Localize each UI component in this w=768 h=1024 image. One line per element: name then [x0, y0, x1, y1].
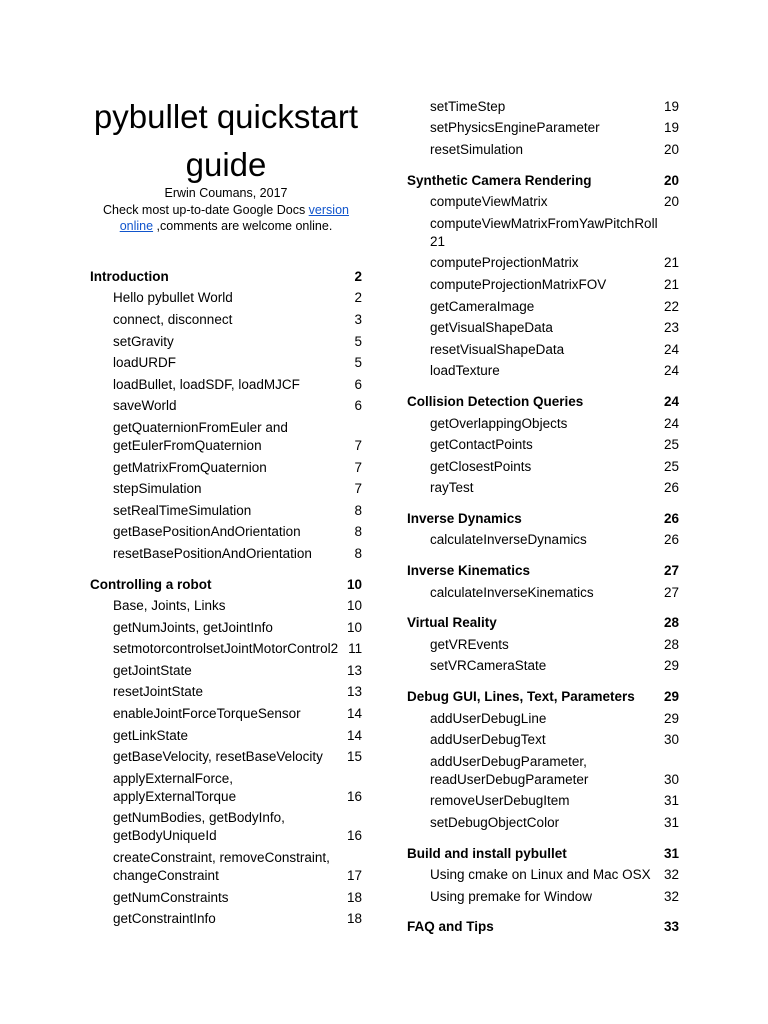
check-online-note: [90, 202, 362, 219]
toc-entry[interactable]: [90, 660, 362, 682]
toc-page-number: 16: [346, 788, 362, 804]
check-prefix: Check most up-to-date Google Docs: [103, 202, 309, 217]
toc-entry-title: stepSimulation: [113, 481, 202, 497]
toc-section-title: Inverse Dynamics: [407, 510, 522, 526]
toc-entry[interactable]: [407, 339, 679, 361]
toc-entry-title: resetBasePositionAndOrientation: [113, 545, 312, 561]
toc-entry-title: computeProjectionMatrix: [430, 255, 579, 271]
toc-entry-title: computeViewMatrixFromYawPitchRoll: [430, 215, 658, 231]
toc-entry-title: computeViewMatrix: [430, 194, 548, 210]
version-online-link[interactable]: version: [308, 202, 349, 217]
toc-entry[interactable]: [407, 456, 679, 478]
toc-page-number: 8: [354, 502, 362, 518]
toc-entry[interactable]: [407, 812, 679, 834]
toc-entry[interactable]: [407, 274, 679, 296]
toc-section-heading[interactable]: [407, 560, 679, 582]
toc-page-number: 29: [663, 658, 679, 674]
toc-entry[interactable]: [90, 352, 362, 374]
toc-entry-title: getContactPoints: [430, 437, 533, 453]
toc-entry-title: addUserDebugLine: [430, 710, 547, 726]
toc-entry-title: Using premake for Window: [430, 888, 593, 904]
toc-entry-title: getOverlappingObjects: [430, 415, 568, 431]
toc-entry[interactable]: [407, 434, 679, 456]
toc-page-number: 13: [346, 662, 362, 678]
toc-section-heading[interactable]: [407, 612, 679, 634]
toc-section-heading[interactable]: [407, 843, 679, 865]
toc-page-number: 28: [663, 636, 679, 652]
toc-page-number: 27: [663, 584, 679, 600]
toc-section-title: Introduction: [90, 268, 169, 284]
toc-page-number: 31: [663, 793, 679, 809]
toc-entry-title: getMatrixFromQuaternion: [113, 459, 267, 475]
toc-entry[interactable]: [90, 457, 362, 479]
toc-entry[interactable]: [407, 296, 679, 318]
toc-section-title: Synthetic Camera Rendering: [407, 172, 592, 188]
toc-page-number: 6: [354, 398, 362, 414]
toc-entry-title: getNumJoints, getJointInfo: [113, 619, 273, 635]
toc-page-number: 16: [346, 828, 362, 844]
toc-section-heading[interactable]: [407, 170, 679, 192]
toc-page-number: 2: [354, 268, 362, 284]
toc-entry[interactable]: [90, 703, 362, 725]
toc-page-number: 30: [663, 732, 679, 748]
toc-page-number: 20: [663, 194, 679, 210]
toc-entry-title: getBaseVelocity, resetBaseVelocity: [113, 749, 323, 765]
toc-section-title: Controlling a robot: [90, 576, 212, 592]
toc-page-number: 26: [663, 510, 679, 526]
toc-section-heading[interactable]: [90, 574, 362, 596]
toc-entry-title: Using cmake on Linux and Mac OSX: [430, 867, 651, 883]
toc-entry-title: setPhysicsEngineParameter: [430, 120, 600, 136]
toc-page-number: 26: [663, 480, 679, 496]
toc-page-number: 3: [354, 311, 362, 327]
toc-page-number: 8: [354, 545, 362, 561]
toc-section-heading[interactable]: [407, 917, 679, 939]
toc-entry-title: resetJointState: [113, 684, 204, 700]
toc-entry[interactable]: [407, 361, 679, 383]
toc-entry[interactable]: [90, 331, 362, 353]
toc-page-number: 5: [354, 333, 362, 349]
toc-page-number: 29: [663, 710, 679, 726]
toc-entry-title: setTimeStep: [430, 98, 506, 114]
toc-page-number: 21: [663, 255, 679, 271]
toc-page-number: 31: [663, 815, 679, 831]
toc-page-number: 28: [663, 615, 679, 631]
toc-entry-title: getClosestPoints: [430, 458, 532, 474]
toc-entry[interactable]: [407, 530, 679, 552]
toc-section-heading[interactable]: [407, 508, 679, 530]
toc-entry-title: getJointState: [113, 662, 192, 678]
toc-entry[interactable]: [407, 478, 679, 500]
toc-entry-title: rayTest: [430, 480, 474, 496]
toc-entry-title: enableJointForceTorqueSensor: [113, 706, 301, 722]
toc-entry-title: loadBullet, loadSDF, loadMJCF: [113, 376, 300, 392]
toc-entry[interactable]: [90, 522, 362, 544]
toc-entry-title: calculateInverseDynamics: [430, 532, 587, 548]
toc-entry[interactable]: [90, 908, 362, 930]
toc-entry[interactable]: [90, 746, 362, 768]
toc-entry[interactable]: [90, 309, 362, 331]
toc-entry[interactable]: [90, 639, 362, 661]
toc-page-number: 10: [346, 598, 362, 614]
toc-entry[interactable]: [407, 708, 679, 730]
toc-entry[interactable]: [90, 725, 362, 747]
toc-right-column: [407, 96, 679, 938]
toc-entry[interactable]: [90, 887, 362, 909]
toc-entry-title: createConstraint, removeConstraint, changeConstraint: [113, 850, 330, 884]
toc-page-number: 10: [346, 619, 362, 635]
check-suffix: ,comments are welcome online.: [153, 219, 333, 233]
toc-entry[interactable]: [90, 617, 362, 639]
author-line: Erwin Coumans, 2017: [164, 186, 288, 200]
toc-page-number: 15: [346, 749, 362, 765]
toc-entry-title: getQuaternionFromEuler and getEulerFromQuaternion: [113, 419, 288, 453]
toc-entry-title: setGravity: [113, 333, 174, 349]
toc-page-number: 29: [663, 689, 679, 705]
toc-page-number: 24: [663, 393, 679, 409]
toc-page-number: 18: [346, 889, 362, 905]
toc-entry-title: resetVisualShapeData: [430, 341, 565, 357]
toc-page-number: 31: [663, 845, 679, 861]
toc-entry[interactable]: [407, 582, 679, 604]
toc-entry-title: loadURDF: [113, 355, 177, 371]
toc-entry[interactable]: [90, 396, 362, 418]
toc-entry-title: setRealTimeSimulation: [113, 502, 252, 518]
toc-page-number: 14: [346, 727, 362, 743]
toc-section-title: Debug GUI, Lines, Text, Parameters: [407, 689, 635, 705]
toc-entry[interactable]: [407, 656, 679, 678]
toc-entry[interactable]: [90, 500, 362, 522]
toc-section-title: Build and install pybullet: [407, 845, 567, 861]
toc-page-number: 27: [663, 563, 679, 579]
toc-page-number: 24: [663, 415, 679, 431]
toc-entry-title: resetSimulation: [430, 141, 524, 157]
byline: [90, 185, 362, 235]
toc-entry[interactable]: [90, 478, 362, 500]
toc-entry-title: saveWorld: [113, 398, 177, 414]
toc-entry-title: getNumBodies, getBodyInfo, getBodyUniqueId: [113, 810, 285, 844]
toc-entry[interactable]: [90, 808, 362, 848]
toc-entry-title: addUserDebugText: [430, 732, 546, 748]
toc-entry-title: getBasePositionAndOrientation: [113, 524, 301, 540]
toc-left-column: [90, 266, 362, 930]
toc-entry[interactable]: [407, 413, 679, 435]
toc-page-number: 2: [354, 290, 362, 306]
toc-entry[interactable]: [90, 682, 362, 704]
toc-entry-title: applyExternalForce, applyExternalTorque: [113, 770, 237, 804]
toc-entry[interactable]: [407, 96, 679, 118]
toc-page-number: 7: [354, 481, 362, 497]
toc-section-title: FAQ and Tips: [407, 919, 494, 935]
toc-entry[interactable]: [407, 317, 679, 339]
toc-page-number: 25: [663, 458, 679, 474]
toc-page-number: 23: [663, 320, 679, 336]
toc-entry[interactable]: [407, 213, 679, 253]
toc-entry-title: getVREvents: [430, 636, 509, 652]
toc-entry-title: addUserDebugParameter, readUserDebugParameter: [430, 753, 589, 787]
toc-entry-title: setmotorcontrolsetJointMotorControl2: [113, 641, 339, 657]
toc-section-heading[interactable]: [407, 391, 679, 413]
toc-section-heading[interactable]: [407, 686, 679, 708]
toc-entry[interactable]: [407, 253, 679, 275]
toc-section-heading[interactable]: [90, 266, 362, 288]
toc-entry[interactable]: [407, 634, 679, 656]
toc-page-number: 8: [354, 524, 362, 540]
toc-entry[interactable]: [407, 139, 679, 161]
toc-page-number: 20: [663, 172, 679, 188]
toc-page-number: 13: [346, 684, 362, 700]
toc-entry-title: Base, Joints, Links: [113, 598, 226, 614]
toc-entry-title: loadTexture: [430, 363, 500, 379]
title-line-2: guide: [185, 146, 267, 183]
toc-entry-title: getVisualShapeData: [430, 320, 553, 336]
toc-entry-title: getConstraintInfo: [113, 911, 216, 927]
toc-entry-title: removeUserDebugItem: [430, 793, 570, 809]
toc-page-number: 33: [663, 919, 679, 935]
toc-entry-title: calculateInverseKinematics: [430, 584, 594, 600]
toc-page-number: 19: [663, 120, 679, 136]
toc-section-title: Collision Detection Queries: [407, 393, 584, 409]
toc-entry-title: computeProjectionMatrixFOV: [430, 276, 607, 292]
toc-entry-page-wrapped: 21: [430, 233, 446, 249]
toc-entry[interactable]: [407, 886, 679, 908]
toc-entry-title: getCameraImage: [430, 298, 535, 314]
toc-page-number: 19: [663, 98, 679, 114]
toc-page-number: 24: [663, 341, 679, 357]
toc-entry-title: connect, disconnect: [113, 311, 233, 327]
toc-page-number: 32: [663, 867, 679, 883]
toc-entry-title: Hello pybullet World: [113, 290, 233, 306]
toc-entry[interactable]: [407, 791, 679, 813]
toc-entry[interactable]: [90, 374, 362, 396]
toc-entry[interactable]: [90, 417, 362, 457]
toc-page-number: 21: [663, 276, 679, 292]
toc-page-number: 6: [354, 376, 362, 392]
toc-page-number: 26: [663, 532, 679, 548]
toc-page-number: 7: [354, 437, 362, 453]
toc-entry-title: getNumConstraints: [113, 889, 229, 905]
toc-page-number: 5: [354, 355, 362, 371]
toc-entry[interactable]: [407, 751, 679, 791]
toc-page-number: 10: [346, 576, 362, 592]
title-line-1: pybullet quickstart: [93, 98, 359, 135]
version-online-link-2[interactable]: online: [119, 219, 154, 233]
toc-section-title: Inverse Kinematics: [407, 563, 531, 579]
toc-entry[interactable]: [407, 729, 679, 751]
toc-page-number: 11: [348, 641, 363, 657]
toc-entry-title: setVRCameraState: [430, 658, 547, 674]
toc-page-number: 22: [663, 298, 679, 314]
toc-page-number: 14: [346, 706, 362, 722]
toc-entry[interactable]: [90, 595, 362, 617]
toc-page-number: 24: [663, 363, 679, 379]
toc-page-number: 18: [346, 911, 362, 927]
toc-page-number: 17: [346, 868, 362, 884]
toc-entry[interactable]: [90, 847, 362, 887]
toc-entry-title: setDebugObjectColor: [430, 815, 560, 831]
document-title: [90, 93, 362, 189]
toc-entry[interactable]: [407, 864, 679, 886]
toc-entry[interactable]: [407, 191, 679, 213]
toc-entry-title: getLinkState: [113, 727, 189, 743]
toc-page-number: 20: [663, 141, 679, 157]
toc-entry[interactable]: [407, 118, 679, 140]
toc-entry[interactable]: [90, 543, 362, 565]
check-online-note-2: [90, 218, 362, 235]
toc-entry[interactable]: [90, 288, 362, 310]
toc-page-number: 7: [354, 459, 362, 475]
toc-page-number: 30: [663, 771, 679, 787]
toc-section-title: Virtual Reality: [407, 615, 497, 631]
toc-page-number: 25: [663, 437, 679, 453]
toc-page-number: 32: [663, 888, 679, 904]
toc-entry[interactable]: [90, 768, 362, 808]
